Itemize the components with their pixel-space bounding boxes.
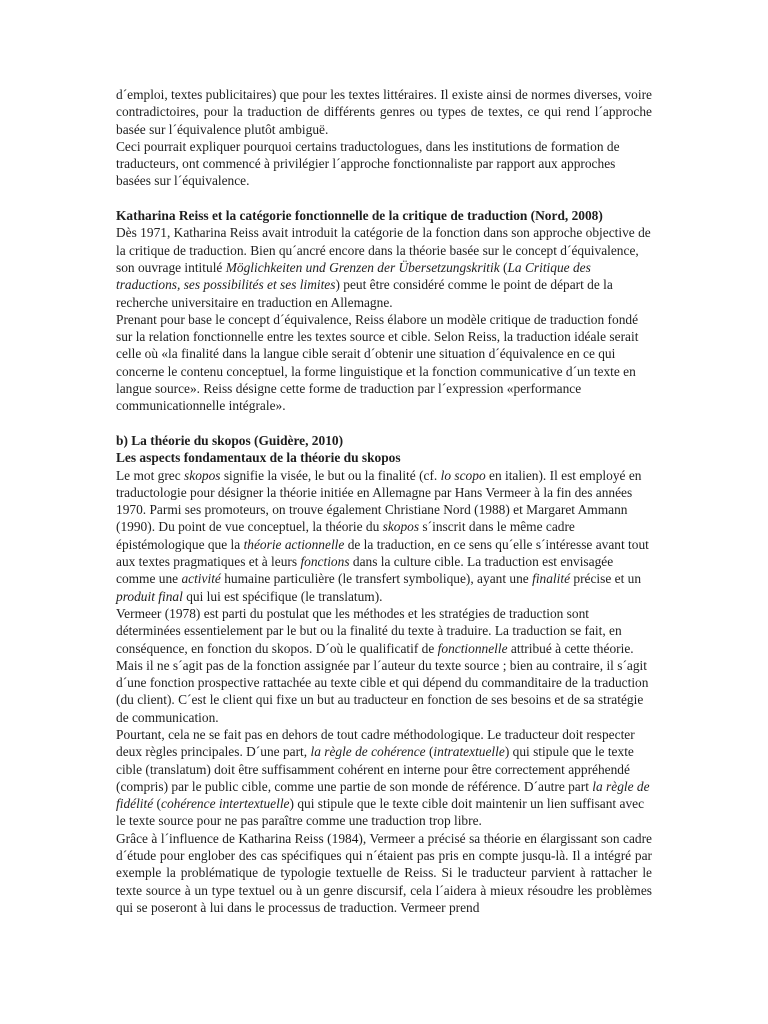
text-run: ( bbox=[425, 744, 434, 760]
book-title-french: La Critique des traductions, ses possibilités et ses limites bbox=[116, 259, 591, 293]
reiss-paragraph-2: Prenant pour base le concept d´équivalence, Reiss élabore un modèle critique de traduction fondé sur la relation fonctionnelle entre les textes source et cible. Selon Reiss, la traduction idéale serait celle où «la finalité dans la langue cible serait d´obtenir une situation d´équivalence en ce qui concerne le contenu conceptuel, la forme linguistique et la fonction communicative d´un texte en langue source». Reiss désigne cette forme de traduction par l´expression «performance communicationnelle intégrale». bbox=[116, 311, 639, 414]
emphasis: skopos bbox=[184, 467, 221, 483]
text-run: en italien). Il est employé en traductologie pour désigner la théorie initiée en Allemagne par Hans Vermeer à la fin des années 1970. Parmi ses promoteurs, on trouve également Christiane Nord (1988) et Margaret Ammann (1990). Du point de vue conceptuel, la théorie du bbox=[116, 467, 642, 535]
text-run: Dès 1971, Katharina Reiss avait introduit la catégorie de la fonction dans son approche objective de la critique de traduction. Bien qu´ancré encore dans la théorie basée sur le concept d´équivalence, son ouvrage intitulé bbox=[116, 225, 651, 275]
skopos-section-heading: b) La théorie du skopos (Guidère, 2010) bbox=[116, 432, 344, 448]
emphasis: produit final bbox=[116, 588, 183, 604]
text-run: qui lui est spécifique (le translatum). bbox=[182, 588, 383, 604]
emphasis: théorie actionnelle bbox=[243, 536, 345, 552]
text-run: de la traduction, en ce sens qu´elle s´intéresse avant tout aux textes pragmatiques et à leurs bbox=[116, 536, 649, 570]
blank-line bbox=[116, 190, 652, 207]
skopos-paragraph-2 bbox=[116, 605, 652, 726]
emphasis: fonctions bbox=[300, 554, 350, 570]
text-run: précise et un bbox=[570, 571, 642, 587]
text-run: dans la culture cible. La traduction est envisagée comme une bbox=[116, 554, 614, 587]
emphasis: finalité bbox=[532, 571, 571, 587]
book-title-german: Möglichkeiten und Grenzen der Übersetzungskritik bbox=[225, 259, 500, 275]
text-run: Vermeer (1978) est parti du postulat que les méthodes et les stratégies de traduction sont déterminées essentielement par le but ou la finalité du texte à traduire. La traduction se fait, en conséquence, en fonction du skopos. D´où le qualificatif de bbox=[116, 605, 622, 656]
intro-paragraph-1: d´emploi, textes publicitaires) que pour les textes littéraires. Il existe ainsi de normes diverses, voire contradictoires, pour la traduction de différents genres ou types de textes, ce qui rend l´approche basée sur l´équivalence plutôt ambiguë. bbox=[116, 87, 652, 137]
text-run: ( bbox=[153, 796, 161, 812]
document-page bbox=[116, 86, 652, 916]
text-run: signifie la visée, le but ou la finalité (cf. bbox=[220, 467, 441, 483]
skopos-paragraph-3 bbox=[116, 726, 652, 830]
text-run: Le mot grec bbox=[116, 467, 185, 483]
intro-paragraph-2: Ceci pourrait expliquer pourquoi certains traductologues, dans les institutions de formation de traducteurs, ont commencé à privilégier l´approche fonctionnaliste par rapport aux approches basées sur l´équivalence. bbox=[116, 138, 620, 189]
emphasis: activité bbox=[181, 571, 221, 587]
text-run: humaine particulière (le transfert symbolique), ayant une bbox=[220, 571, 533, 587]
emphasis: intratextuelle bbox=[433, 744, 505, 760]
emphasis: skopos bbox=[382, 519, 420, 535]
text-run: ) qui stipule que le texte cible (translatum) doit être suffisamment cohérent en interne pour être correctement appréhendé (compris) par le public cible, comme une partie de son monde de référence. D´autre part bbox=[116, 744, 634, 794]
text-run: s´inscrit dans le même cadre épistémologique que la bbox=[116, 519, 575, 552]
emphasis: cohérence intertextuelle bbox=[161, 796, 290, 812]
text-run: attribué à cette théorie. Mais il ne s´agit pas de la fonction assignée par l´auteur du texte source ; bien au contraire, il s´agit d´une fonction prospective rattachée au texte cible et qui dépend du commanditaire de la traduction (du client). C´est le client qui fixe un but au traducteur en fonction de ses besoins et de sa stratégie de communication. bbox=[116, 640, 649, 725]
emphasis: la règle de fidélité bbox=[116, 778, 650, 812]
text-run: Pourtant, cela ne se fait pas en dehors de tout cadre méthodologique. Le traducteur doit respecter deux règles principales. D´une part, bbox=[116, 726, 635, 760]
emphasis: la règle de cohérence bbox=[310, 744, 426, 760]
emphasis: lo scopo bbox=[440, 467, 486, 483]
text-run: ( bbox=[499, 259, 508, 275]
emphasis: fonctionnelle bbox=[437, 640, 508, 656]
skopos-subheading: Les aspects fondamentaux de la théorie du skopos bbox=[116, 450, 401, 466]
skopos-paragraph-4: Grâce à l´influence de Katharina Reiss (1984), Vermeer a précisé sa théorie en élargissant son cadre d´étude pour englober des cas spécifiques qui n´étaient pas pris en compte jusqu-là. Il a intégré par exemple la problématique de typologie textuelle de Reiss. Si le traducteur parvient à rattacher le texte source à un type textuel ou à un genre discursif, cela l´aidera à mieux résoudre les problèmes qui se poseront à lui dans le processus de traduction. Vermeer prend bbox=[116, 830, 652, 915]
blank-line bbox=[116, 415, 652, 432]
reiss-section-heading: Katharina Reiss et la catégorie fonctionnelle de la critique de traduction (Nord, 2008) bbox=[116, 208, 603, 224]
text-run: ) qui stipule que le texte cible doit maintenir un lien suffisant avec le texte source pour ne pas paraître comme une traduction trop libre. bbox=[116, 796, 645, 829]
skopos-paragraph-1 bbox=[116, 467, 652, 605]
text-run: ) peut être considéré comme le point de départ de la recherche universitaire en traduction en Allemagne. bbox=[116, 277, 613, 310]
reiss-paragraph-1 bbox=[116, 224, 652, 310]
